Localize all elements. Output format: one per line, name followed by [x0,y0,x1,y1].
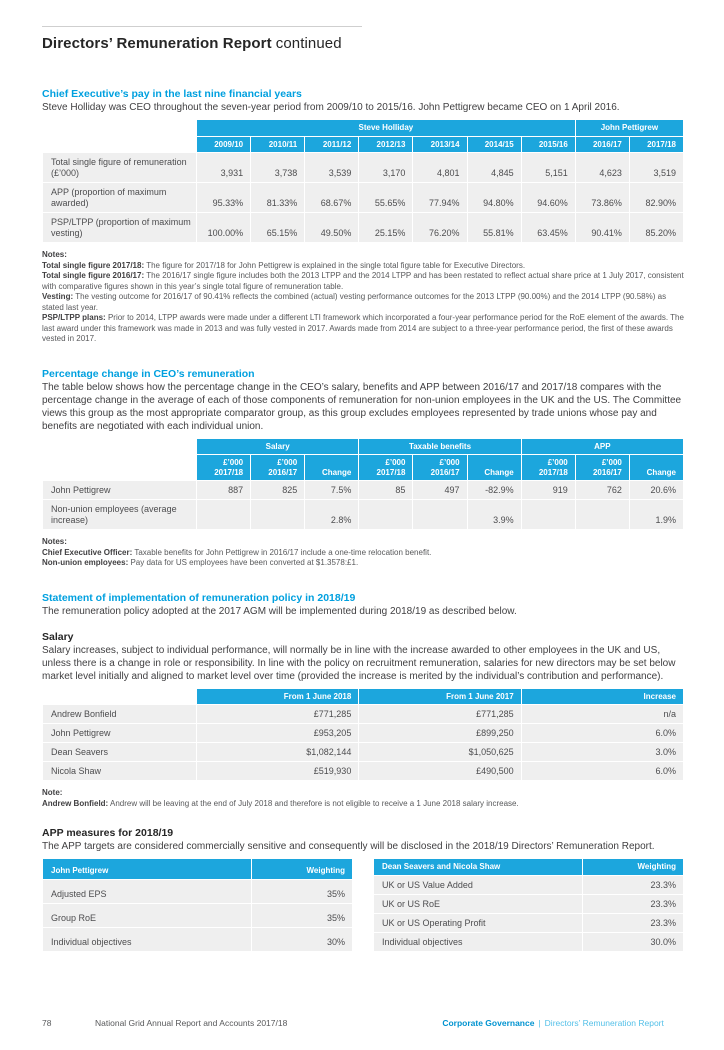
table-row [43,880,352,903]
row-label: Individual objectives [374,933,582,951]
table-row [374,859,683,875]
breadcrumb [442,1018,664,1028]
cell-value: 3,738 [251,153,304,182]
cell-value: 94.80% [468,183,521,212]
table-row [43,705,683,723]
table-row [374,876,683,894]
cell-value: £490,500 [359,762,520,780]
cell-value: 100.00% [197,213,250,242]
row-label: Dean Seavers [43,743,196,761]
cell-value: 81.33% [251,183,304,212]
note: Chief Executive Officer: Taxable benefits for John Pettigrew in 2016/17 include a one-time relocation benefit. [42,547,432,557]
table-row [43,859,352,879]
cell-value: 6.0% [522,724,683,742]
cell-value: -82.9% [468,481,521,499]
year-header: 2009/10 [197,137,250,153]
row-label: John Pettigrew [43,481,196,499]
row-label: UK or US Operating Profit [374,914,582,932]
cell-value: 1.9% [630,500,683,529]
table-row [43,762,683,780]
note: Vesting: The vesting outcome for 2016/17 of 90.41% reflects the combined (actual) vesting performance outcomes for the 2013 LTPP (90.00%) and the 2014 LTPP (90.58%) as stated last year. [42,292,667,312]
section-heading-pct-change: Percentage change in CEO’s remuneration [42,367,255,380]
note: Total single figure 2017/18: The figure for 2017/18 for John Pettigrew is explained in the single total figure table for Executive Directors. [42,260,526,270]
sub-header: Change [468,455,521,480]
sub-header: £’000 2017/18 [522,455,575,480]
cell-value: 85 [359,481,412,499]
salary-block [42,631,684,810]
row-label: UK or US Value Added [374,876,582,894]
year-header: 2017/18 [630,137,683,153]
cell-value: 919 [522,481,575,499]
report-name: National Grid Annual Report and Accounts 2017/18 [95,1018,288,1028]
empty-header-cell [43,689,196,705]
note: Total single figure 2016/17: The 2016/17 single figure includes both the 2013 LTPP and the 2014 LTPP and has been restated to reflect actual share price at 1 July 2017, consistent with comparative figures shown in this year’s single total figure of remuneration table. [42,271,684,291]
year-header: 2013/14 [413,137,466,153]
page-title [42,35,684,52]
column-header: From 1 June 2017 [359,689,520,705]
breadcrumb-section: Corporate Governance [442,1018,535,1028]
cell-value: £899,250 [359,724,520,742]
column-header: Weighting [583,859,683,875]
year-header: 2010/11 [251,137,304,153]
cell-value: 55.81% [468,213,521,242]
cell-value: 76.20% [413,213,466,242]
cell-value: 95.33% [197,183,250,212]
cell-value: 23.3% [583,895,683,913]
column-header: Increase [522,689,683,705]
sub-header: £’000 2016/17 [576,455,629,480]
cell-value: 20.6% [630,481,683,499]
row-label: Non-union employees (average increase) [43,500,196,529]
column-header: Dean Seavers and Nicola Shaw [374,859,582,875]
breadcrumb-separator: | [538,1018,541,1028]
cell-value: 23.3% [583,914,683,932]
cell-value: 63.45% [522,213,575,242]
table-row [43,743,683,761]
sub-header: Change [305,455,358,480]
note-label: Note: [42,788,63,797]
cell-value: 497 [413,481,466,499]
row-label: PSP/LTPP (proportion of maximum vesting) [43,213,196,242]
cell-value: £771,285 [197,705,358,723]
cell-value: 825 [251,481,304,499]
cell-value: 82.90% [630,183,683,212]
app-measures-block [42,827,684,952]
salary-body: Salary increases, subject to individual performance, will normally be in line with the increase awarded to other employees in the UK and US, unless there is a change in role or responsibility. In line with the policy on recruitment remuneration, salaries for new directors may be set below market level initially and aligned to market level over time (provided the increase is merited by the individual’s contribution and performance). [42,644,676,682]
row-label: John Pettigrew [43,724,196,742]
cell-value: 23.3% [583,876,683,894]
salary-notes [42,788,684,809]
notes-label: Notes: [42,537,67,546]
note: PSP/LTPP plans: Prior to 2014, LTPP awards were made under a different LTI framework which incorporated a four-year performance period for the RoE element of the awards. The last award under this framework was made in 2013 and was fully vested in 2017. Awards made from 2014 are subject to a three-year performance period, the first of these awards vested in 2017. [42,313,684,343]
column-header: John Pettigrew [43,859,251,879]
cell-value: 35% [252,904,352,927]
year-header: 2014/15 [468,137,521,153]
section-heading-policy: Statement of implementation of remuneration policy in 2018/19 [42,591,356,604]
table-row [374,914,683,932]
cell-value: 4,623 [576,153,629,182]
cell-value: 5,151 [522,153,575,182]
app-body: The APP targets are considered commercially sensitive and consequently will be disclosed in the 2018/19 Directors’ Remuneration Report. [42,841,655,852]
cell-value: 3,170 [359,153,412,182]
row-label: Individual objectives [43,928,251,951]
table-row [43,213,683,242]
row-label: Total single figure of remuneration (£’000) [43,153,196,182]
cell-value: 3.0% [522,743,683,761]
cell-value: 90.41% [576,213,629,242]
cell-value: $1,082,144 [197,743,358,761]
table-row [43,689,683,705]
app-tables [42,858,684,952]
app-heading: APP measures for 2018/19 [42,827,174,839]
cell-value: 25.15% [359,213,412,242]
cell-value: $1,050,625 [359,743,520,761]
ceo-pay-intro: Steve Holliday was CEO throughout the seven-year period from 2009/10 to 2015/16. John Pettigrew became CEO on 1 April 2016. [42,102,620,113]
cell-value: 68.67% [305,183,358,212]
cell-value: n/a [522,705,683,723]
page-title-continued: continued [275,35,342,52]
report-page [0,26,724,1050]
year-header: 2011/12 [305,137,358,153]
group-header: APP [522,439,683,455]
empty-header-cell [43,120,196,152]
table-row [43,439,683,455]
salary-table [42,688,684,782]
row-label: Nicola Shaw [43,762,196,780]
cell-value [413,500,466,529]
app-table-pettigrew [42,858,353,952]
note: Andrew Bonfield: Andrew will be leaving at the end of July 2018 and therefore is not eligible to receive a 1 June 2018 salary increase. [42,798,519,808]
ceo-pay-table [42,119,684,243]
salary-heading: Salary [42,630,74,643]
cell-value: 762 [576,481,629,499]
group-header: John Pettigrew [576,120,683,136]
cell-value: 3,539 [305,153,358,182]
empty-header-cell [43,439,196,481]
page-number: 78 [42,1018,52,1028]
page-title-bold: Directors’ Remuneration Report [42,35,272,52]
cell-value: 85.20% [630,213,683,242]
ceo-pay-notes [42,250,684,345]
cell-value: 30.0% [583,933,683,951]
table-row [43,183,683,212]
cell-value: 35% [252,880,352,903]
cell-value: 30% [252,928,352,951]
table-row [43,500,683,529]
sub-header: £’000 2017/18 [197,455,250,480]
section-policy [42,592,684,952]
top-divider [42,26,362,27]
sub-header: £’000 2016/17 [251,455,304,480]
cell-value [522,500,575,529]
sub-header: £’000 2017/18 [359,455,412,480]
pct-change-intro: The table below shows how the percentage change in the CEO’s salary, benefits and APP between 2016/17 and 2017/18 compares with the percentage change in the average of each of those components of remuneration for non-union employees in the UK and the US. The Committee views this group as the most appropriate comparator group, as this group excludes employees represented by trade unions whose pay and benefits are negotiated with each individual union. [42,381,682,432]
table-row [43,120,683,136]
note: Non-union employees: Pay data for US employees have been converted at $1.3578:£1. [42,558,359,567]
cell-value: 4,845 [468,153,521,182]
table-row [374,933,683,951]
cell-value [576,500,629,529]
row-label: APP (proportion of maximum awarded) [43,183,196,212]
row-label: Andrew Bonfield [43,705,196,723]
row-label: Group RoE [43,904,251,927]
cell-value: £953,205 [197,724,358,742]
section-ceo-pay [42,88,684,345]
cell-value: 3,931 [197,153,250,182]
column-header: Weighting [252,859,352,879]
cell-value: 887 [197,481,250,499]
cell-value: £771,285 [359,705,520,723]
cell-value: 49.50% [305,213,358,242]
group-header: Taxable benefits [359,439,520,455]
cell-value: £519,930 [197,762,358,780]
table-row [43,928,352,951]
app-table-seavers-shaw [373,858,684,952]
section-pct-change [42,368,684,569]
table-row [374,895,683,913]
pct-change-table [42,438,684,531]
policy-intro: The remuneration policy adopted at the 2017 AGM will be implemented during 2018/19 as described below. [42,605,517,617]
cell-value [359,500,412,529]
row-label: Adjusted EPS [43,880,251,903]
cell-value: 65.15% [251,213,304,242]
table-row [43,724,683,742]
page-footer [42,1018,684,1028]
cell-value: 7.5% [305,481,358,499]
cell-value: 73.86% [576,183,629,212]
cell-value: 4,801 [413,153,466,182]
column-header: From 1 June 2018 [197,689,358,705]
group-header: Salary [197,439,358,455]
cell-value [251,500,304,529]
cell-value: 6.0% [522,762,683,780]
year-header: 2012/13 [359,137,412,153]
cell-value [197,500,250,529]
table-row [43,481,683,499]
breadcrumb-subsection: Directors’ Remuneration Report [544,1018,664,1028]
cell-value: 94.60% [522,183,575,212]
year-header: 2016/17 [576,137,629,153]
group-header: Steve Holliday [197,120,575,136]
table-row [43,153,683,182]
table-row [43,904,352,927]
sub-header: Change [630,455,683,480]
cell-value: 3.9% [468,500,521,529]
cell-value: 2.8% [305,500,358,529]
cell-value: 3,519 [630,153,683,182]
sub-header: £’000 2016/17 [413,455,466,480]
section-heading-ceo-pay: Chief Executive’s pay in the last nine financial years [42,88,302,100]
notes-label: Notes: [42,250,67,259]
year-header: 2015/16 [522,137,575,153]
pct-change-notes [42,537,684,569]
cell-value: 55.65% [359,183,412,212]
cell-value: 77.94% [413,183,466,212]
row-label: UK or US RoE [374,895,582,913]
